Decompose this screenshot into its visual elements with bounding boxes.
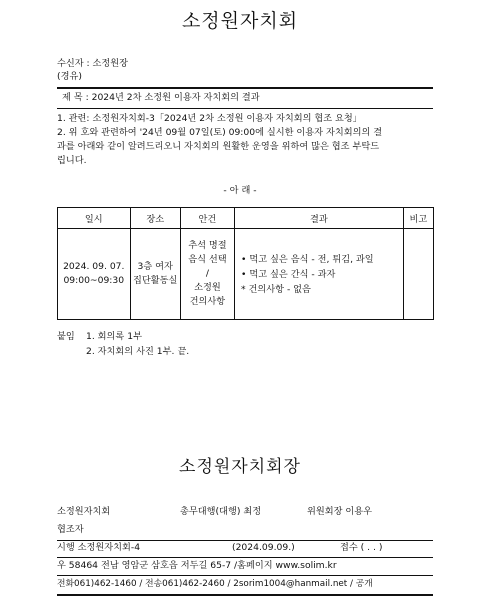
result-line-2: • 먹고 싶은 간식 - 과자 <box>241 268 336 280</box>
recipient-line: 수신자 : 소정원장 <box>57 58 129 69</box>
cell-agenda <box>180 229 234 320</box>
cell-note <box>403 229 433 320</box>
divider-bottom <box>57 594 433 596</box>
document-date: (2024.09.09.) <box>232 542 295 553</box>
cell-place <box>130 229 180 320</box>
agenda-line-2: 음식 선택 <box>188 254 227 265</box>
column-header-agenda: 안건 <box>180 208 234 229</box>
signature-general-affairs: 총무대행(대행) 최정 <box>180 506 262 517</box>
agenda-line-3: / <box>205 268 209 279</box>
address-line: 우 58464 전남 영암군 삼호읍 저두길 65-7 /홈페이지 www.solim.kr <box>57 560 337 571</box>
body-paragraph-2-line-1: 2. 위 호와 관련하여 '24년 09월 07일(토) 09:00에 실시한 이용자 자치회의의 결 <box>57 127 383 138</box>
result-line-1: • 먹고 싶은 음식 - 전, 튀김, 과일 <box>241 253 374 265</box>
attachment-label: 붙임 <box>57 331 75 342</box>
body-paragraph-2-line-3: 립니다. <box>57 155 87 166</box>
cooperator-label: 협조자 <box>57 524 84 535</box>
result-line-3: * 건의사항 - 없음 <box>241 283 311 295</box>
contact-line: 전화061)462-1460 / 전송061)462-2460 / 2sorim1004@hanmail.net / 공개 <box>57 579 373 589</box>
attachment-item-2: 2. 자치회의 사진 1부. 끝. <box>86 346 190 357</box>
place-line-2: 집단활동실 <box>133 275 178 286</box>
place-line-1: 3층 여자 <box>137 261 173 272</box>
cell-date <box>58 229 131 320</box>
column-header-place: 장소 <box>130 208 180 229</box>
document-number: 시행 소정원자치회-4 <box>57 542 141 553</box>
attachment-item-1: 1. 회의록 1부 <box>86 331 142 342</box>
table-row <box>58 229 434 320</box>
body-paragraph-1: 1. 관련: 소정원자치회-3「2024년 2차 소정원 이용자 자치회의 협조 요청」 <box>57 113 362 124</box>
signature-vice-chair: 위원회장 이용우 <box>307 506 373 517</box>
divider-address <box>57 557 433 558</box>
date-line-1: 2024. 09. 07. <box>63 261 125 272</box>
column-header-result: 결과 <box>235 208 404 229</box>
column-header-note: 비고 <box>403 208 433 229</box>
sender-title: 소정원자치회장 <box>179 457 301 477</box>
column-header-date: 일시 <box>58 208 131 229</box>
body-paragraph-2-line-2: 과를 아래와 같이 알려드리오니 자치회의 원활한 운영을 위하여 많은 협조 부탁드 <box>57 141 380 152</box>
below-marker: - 아 래 - <box>223 185 257 196</box>
signature-org: 소정원자치회 <box>57 506 111 517</box>
divider-top <box>57 87 433 89</box>
agenda-line-4: 소정원 <box>194 282 221 293</box>
agenda-line-5: 건의사항 <box>189 296 226 307</box>
document-title: 소정원자치회 <box>181 10 299 32</box>
agenda-line-1: 추석 명절 <box>188 240 227 251</box>
divider-contact <box>57 575 433 576</box>
divider-subject <box>57 108 433 109</box>
subject-line: 제 목 : 2024년 2차 소정원 이용자 자치회의 결과 <box>62 92 260 103</box>
receipt-field: 접수 ( . . ) <box>340 542 383 553</box>
date-line-2: 09:00~09:30 <box>63 275 125 286</box>
cell-result <box>235 229 404 320</box>
results-table <box>57 207 434 320</box>
via-line: (경유) <box>57 71 82 82</box>
table-header-row <box>58 208 434 229</box>
